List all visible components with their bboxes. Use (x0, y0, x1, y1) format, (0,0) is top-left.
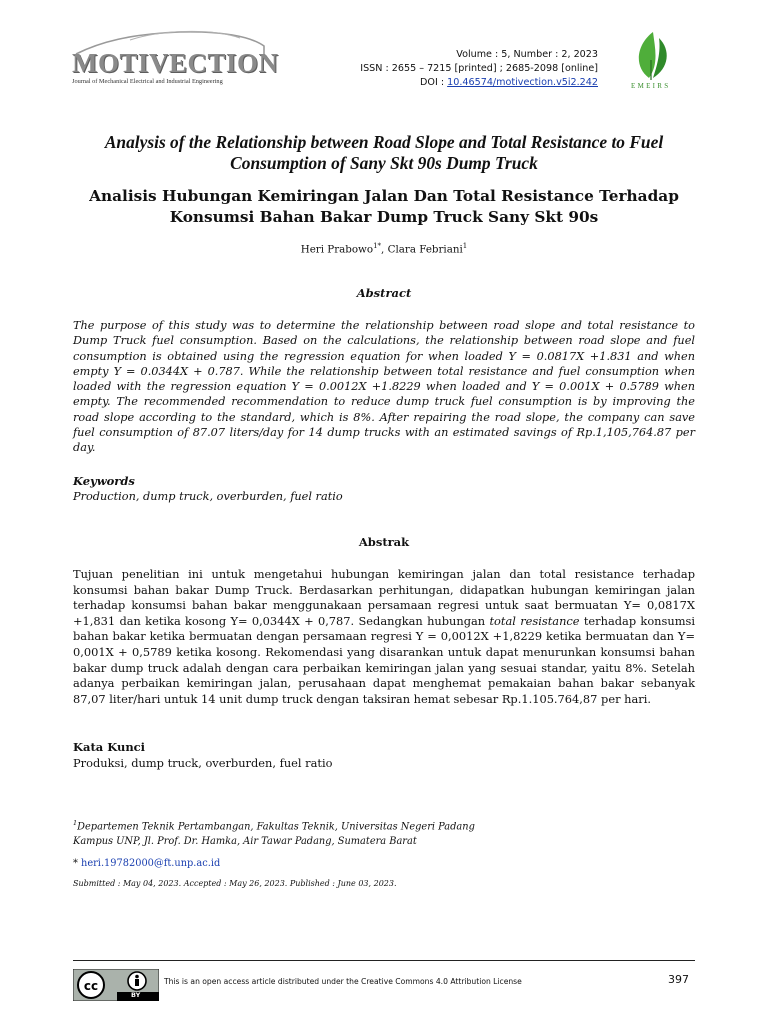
abstract-body: The purpose of this study was to determine the relationship between road slope and total resistance to Dump Truck fuel consumption. Based on the calculations, the relationship between road slope and fuel consumption is obtained using the regression equation for when loaded Y = 0.0817X +1.831 and when empty Y = 0.0344X + 0.787. While the relationship between total resistance and fuel consumption when loaded with the regression equation Y = 0.0012X +1.8229 when loaded and Y = 0.001X + 0.5789 when empty. The recommended recommendation to reduce dump truck fuel consumption is by improving the road slope according to the standard, which is 8%. After repairing the road slope, the company can save fuel consumption of 87.07 liters/day for 14 dump trucks with an estimated savings of Rp.1,105,764.87 per day. (73, 319, 695, 455)
journal-logo-text: MOTIVECTION (72, 48, 279, 78)
abstrak-body-italic: total resistance (489, 613, 580, 628)
page-number: 397 (668, 973, 689, 986)
cc-by-badge[interactable] (73, 969, 159, 1001)
abstrak-body (73, 567, 695, 707)
journal-info (360, 48, 598, 90)
abstrak-heading: Abstrak (358, 535, 410, 549)
keywords-list: Production, dump truck, overburden, fuel ratio (73, 490, 343, 503)
publisher-logo-text: EMEIRS (631, 82, 671, 90)
cc-by-label: BY (131, 991, 141, 999)
abstract-heading: Abstract (356, 286, 412, 300)
affiliation-address: Kampus UNP, Jl. Prof. Dr. Hamka, Air Tawar Padang, Sumatera Barat (73, 836, 417, 847)
submission-dates: Submitted : May 04, 2023. Accepted : May 26, 2023. Published : June 03, 2023. (73, 879, 397, 888)
email-prefix: * (73, 858, 82, 869)
keywords-heading: Keywords (73, 474, 135, 488)
author-affiliation-mark: 1 (462, 242, 468, 250)
journal-logo (70, 28, 279, 88)
license-statement: This is an open access article distributed under the Creative Commons 4.0 Attribution License (164, 977, 522, 986)
affiliation-department: Departemen Teknik Pertambangan, Fakultas Teknik, Universitas Negeri Padang (77, 821, 475, 833)
footer-divider (73, 960, 695, 961)
author-affiliation-mark: 1* (373, 242, 382, 250)
abstrak-body-part: Tujuan penelitian ini untuk mengetahui hubungan kemiringan jalan dan total resistance terhadap konsumsi bahan bakar Dump Truck. Berdasarkan perhitungan, didapatkan hubungan kemiringan jalan terhadap konsumsi bahan bakar menggunakaan persamaan regresi untuk saat bermuatan Y= 0,0817X +1,831 dan ketika kosong Y= 0,0344X + 0,787. Sedangkan hubungan (73, 567, 695, 628)
title-english: Analysis of the Relationship between Road Slope and Total Resistance to Fuel Consumption of Sany Skt 90s Dump Truck (104, 132, 664, 173)
title-indonesian: Analisis Hubungan Kemiringan Jalan Dan Total Resistance Terhadap Konsumsi Bahan Bakar Dump Truck Sany Skt 90s (89, 187, 679, 226)
kata-kunci-heading: Kata Kunci (73, 740, 146, 754)
publisher-logo (625, 30, 685, 92)
affiliation-line (73, 819, 475, 832)
leaf-icon (625, 30, 685, 82)
issn-line: ISSN : 2655 – 7215 [printed] ; 2685-2098 [online] (360, 63, 598, 74)
email-link[interactable]: heri.19782000@ft.unp.ac.id (81, 858, 221, 869)
kata-kunci-list: Produksi, dump truck, overburden, fuel ratio (73, 756, 333, 770)
cc-license-icon (73, 969, 159, 1001)
volume-line: Volume : 5, Number : 2, 2023 (456, 49, 598, 60)
svg-text:cc: cc (83, 979, 99, 993)
abstrak-body-part: terhadap konsumsi bahan bakar ketika bermuatan dengan persamaan regresi Y = 0,0012X +1,8229 ketika bermuatan dan Y= 0,001X + 0,5789 ketika kosong. Rekomendasi yang disarankan untuk dapat menurunkan konsumsi bahan bakar dump truck adalah dengan cara perbaikan kemiringan jalan yang sesuai standar, yaitu 8%. Setelah adanya perbaikan kemiringan jalan, perusahaan dapat menghemat pemakaian bahan bakar sebanyak 87,07 liter/hari untuk 14 unit dump truck dengan taksiran hemat sebesar Rp.1.105.764,87 per hari. (73, 613, 695, 706)
corresponding-email (73, 858, 220, 869)
affiliation-mark: 1 (73, 819, 78, 827)
author-separator: , (381, 243, 388, 256)
author-name: Heri Prabowo (300, 243, 374, 256)
author-name: Clara Febriani (387, 243, 463, 256)
authors (60, 242, 708, 255)
doi-link[interactable]: 10.46574/motivection.v5i2.242 (447, 77, 598, 88)
doi-line (360, 76, 598, 90)
journal-logo-subtitle: Journal of Mechanical Electrical and Industrial Engineering (72, 78, 223, 85)
doi-label: DOI : (420, 77, 448, 88)
